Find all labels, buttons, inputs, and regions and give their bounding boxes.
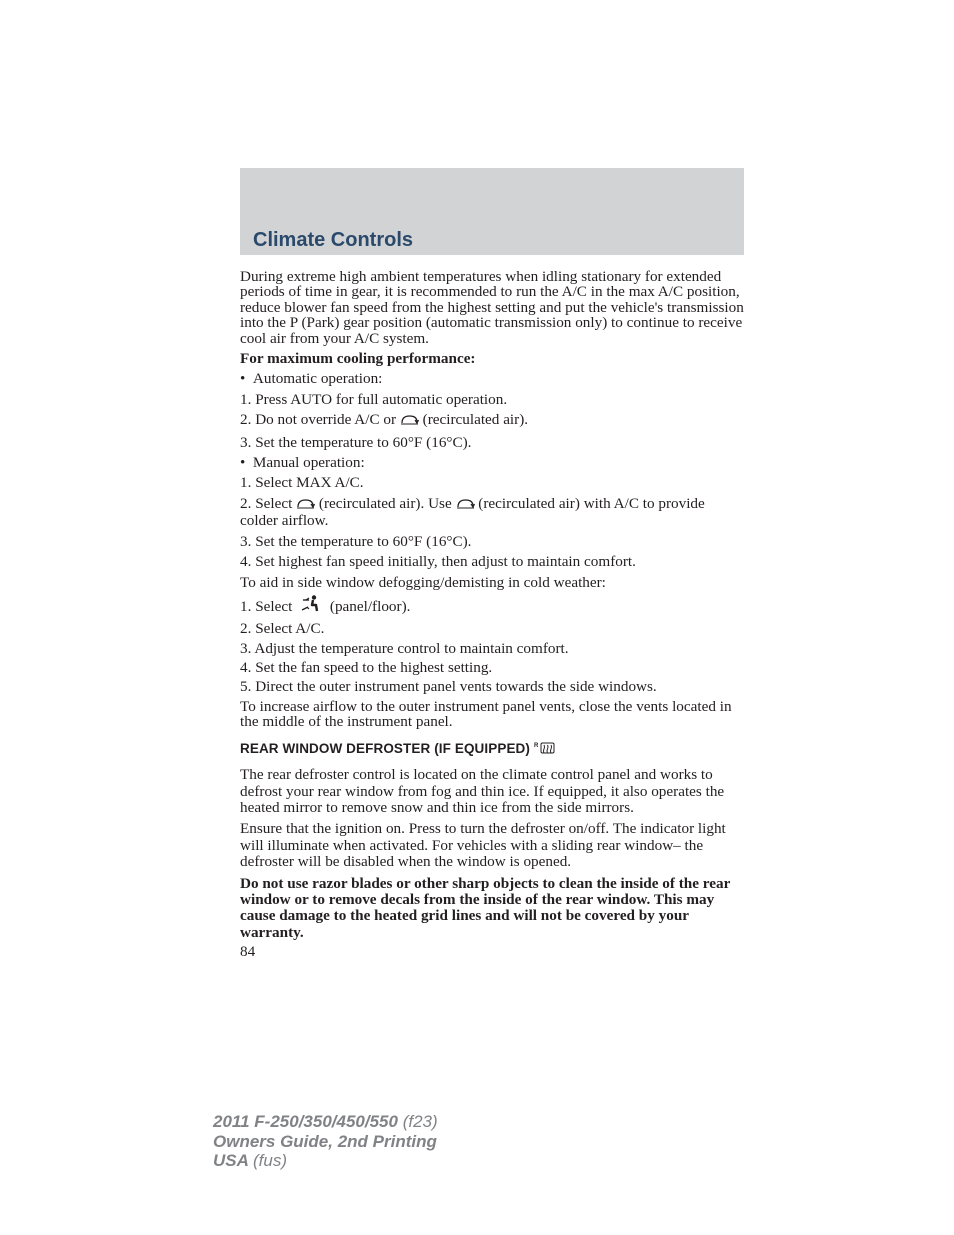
footer-market: USA bbox=[213, 1151, 249, 1170]
footer-line-2: Owners Guide, 2nd Printing bbox=[213, 1131, 437, 1151]
airflow-note: To increase airflow to the outer instrument panel vents, close the vents located in the middle of the instrument panel. bbox=[240, 697, 732, 731]
step-text: 2. Do not override A/C or bbox=[240, 411, 397, 429]
auto-operation-bullet: • Automatic operation: bbox=[240, 370, 383, 388]
auto-step-3: 3. Set the temperature to 60°F (16°C). bbox=[240, 433, 472, 451]
auto-step-2 bbox=[240, 412, 744, 429]
manual-step-4: 4. Set highest fan speed initially, then adjust to maintain comfort. bbox=[240, 553, 636, 571]
page-number: 84 bbox=[240, 943, 256, 961]
recirculated-air-icon bbox=[456, 498, 475, 513]
manual-operation-bullet: • Manual operation: bbox=[240, 454, 365, 472]
defog-step-1 bbox=[240, 595, 744, 616]
defog-intro: To aid in side window defogging/demisting in cold weather: bbox=[240, 573, 606, 591]
page-content bbox=[240, 269, 744, 965]
panel-floor-icon bbox=[300, 595, 322, 616]
footer-model-code: (f23) bbox=[402, 1112, 438, 1131]
step-text: (recirculated air) with A/C to provide colder airflow. bbox=[240, 494, 705, 530]
defog-step-2: 2. Select A/C. bbox=[240, 620, 325, 638]
step-text: (recirculated air). Use bbox=[318, 494, 452, 512]
header-band bbox=[240, 168, 744, 255]
intro-paragraph: During extreme high ambient temperatures when idling stationary for extended periods of time in gear, it is recommended to run the A/C in the max A/C position, reduce blower fan speed from the highest setting and put the vehicle's transmission into the P (Park) gear position (automatic transmission only) to continue to receive cool air from your A/C system. bbox=[240, 268, 744, 347]
max-cooling-heading: For maximum cooling performance: bbox=[240, 350, 476, 368]
bullet-text: Manual operation: bbox=[252, 454, 365, 472]
step-text: (recirculated air). bbox=[422, 411, 529, 429]
footer-market-code: (fus) bbox=[253, 1151, 287, 1170]
step-text: (panel/floor). bbox=[329, 597, 411, 615]
section-title: Climate Controls bbox=[253, 229, 414, 251]
rear-defroster-paragraph-1: The rear defroster control is located on the climate control panel and works to defrost your rear window from fog and thin ice. If equipped, it also operates the heated mirror to remove snow and thin ice from the side mirrors. bbox=[240, 766, 725, 816]
svg-text:R: R bbox=[533, 742, 539, 749]
manual-step-3: 3. Set the temperature to 60°F (16°C). bbox=[240, 532, 472, 550]
rear-defroster-heading bbox=[240, 741, 744, 758]
auto-step-1: 1. Press AUTO for full automatic operation. bbox=[240, 390, 508, 408]
bullet-text: Automatic operation: bbox=[252, 370, 383, 388]
footer-model: 2011 F-250/350/450/550 bbox=[213, 1112, 398, 1131]
defog-step-5: 5. Direct the outer instrument panel vents towards the side windows. bbox=[240, 677, 657, 695]
defog-step-4: 4. Set the fan speed to the highest setting. bbox=[240, 659, 493, 677]
step-text: 2. Select bbox=[240, 494, 293, 512]
recirculated-air-icon bbox=[296, 498, 315, 513]
rear-defrost-icon bbox=[534, 741, 556, 758]
heading-text: REAR WINDOW DEFROSTER (IF EQUIPPED) bbox=[240, 740, 530, 756]
manual-step-1: 1. Select MAX A/C. bbox=[240, 474, 364, 492]
footer-line-3 bbox=[213, 1151, 438, 1171]
step-text: 1. Select bbox=[240, 597, 293, 615]
footer-line-1 bbox=[213, 1112, 438, 1132]
manual-step-2 bbox=[240, 496, 744, 529]
recirculated-air-icon bbox=[400, 414, 419, 429]
defog-step-3: 3. Adjust the temperature control to maintain comfort. bbox=[240, 639, 569, 657]
rear-defroster-paragraph-2: Ensure that the ignition on. Press to turn the defroster on/off. The indicator light will illuminate when activated. For vehicles with a sliding rear window– the defroster will be disabled when the window is opened. bbox=[240, 820, 726, 871]
warning-paragraph: Do not use razor blades or other sharp objects to clean the inside of the rear window or to remove decals from the inside of the rear window. This may cause damage to the heated grid lines and will not be covered by your warranty. bbox=[240, 874, 731, 941]
footer bbox=[213, 1112, 438, 1171]
